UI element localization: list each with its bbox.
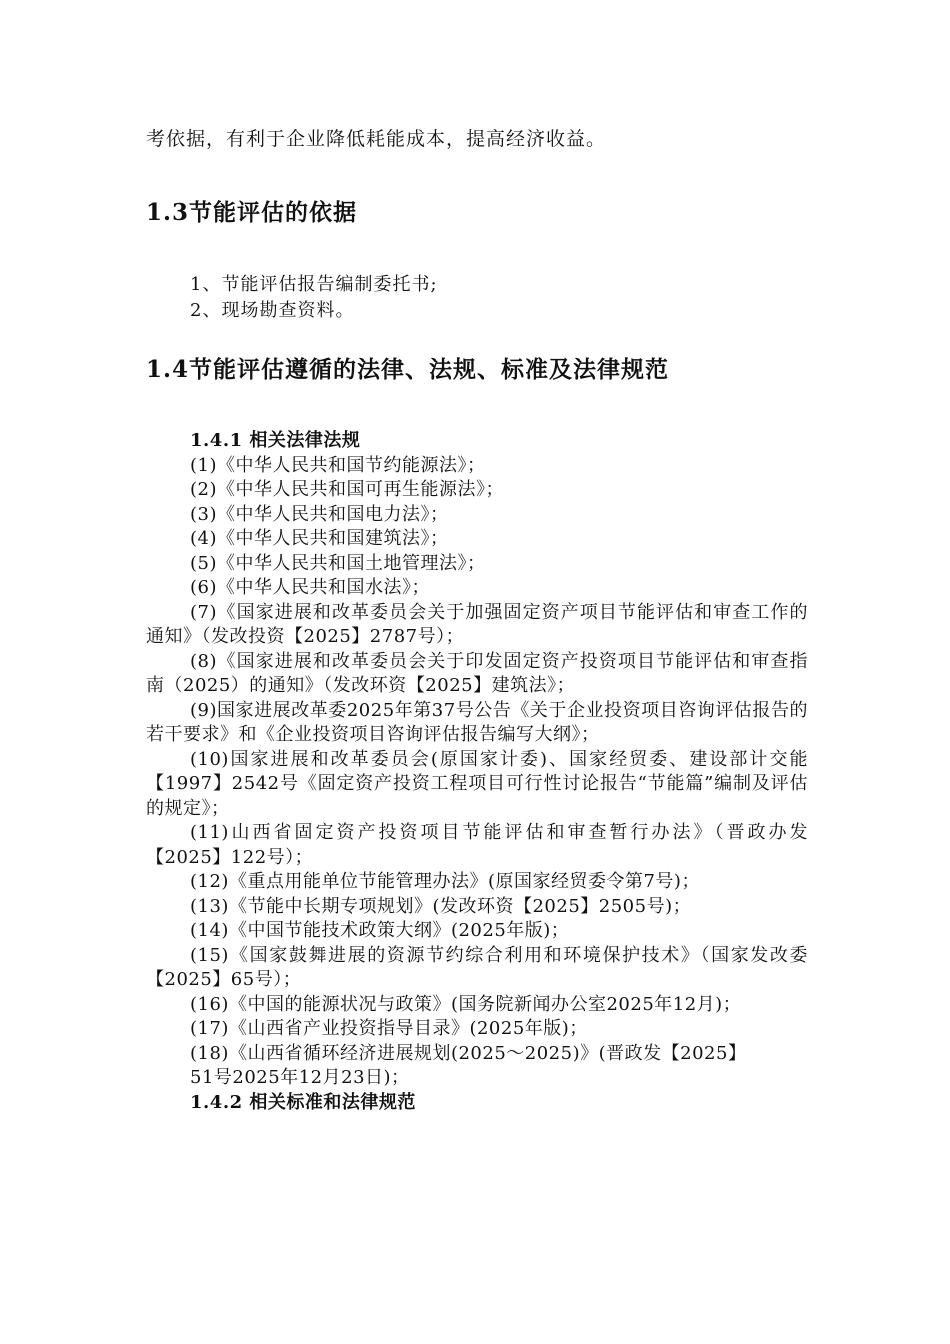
law-item: (9)国家进展改革委2025年第37号公告《关于企业投资项目咨询评估报告的若干要求》和《企业投资项目咨询评估报告编写大纲》； (146, 699, 808, 745)
law-item: (12)《重点用能单位节能管理办法》(原国家经贸委令第7号)； (190, 871, 700, 892)
section-1-4-heading: 1.4节能评估遵循的法律、法规、标准及法律规范 (146, 356, 670, 383)
law-item: (6)《中华人民共和国水法》； (190, 577, 430, 598)
subsection-1-4-1-heading: 1.4.1 相关法律法规 (190, 430, 361, 451)
basis-item: 1、节能评估报告编制委托书; (190, 274, 438, 295)
law-item: (17)《山西省产业投资指导目录》(2025年版)； (190, 1018, 588, 1039)
law-item: (5)《中华人民共和国土地管理法》； (190, 552, 486, 574)
law-item: (2)《中华人民共和国可再生能源法》； (190, 479, 504, 500)
basis-item: 2、现场勘查资料。 (190, 300, 355, 321)
subsection-1-4-2-heading: 1.4.2 相关标准和法律规范 (190, 1091, 416, 1113)
law-item: (15)《国家鼓舞进展的资源节约综合利用和环境保护技术》（国家发改委【2025】65号）； (146, 944, 808, 990)
intro-line: 考依据，有利于企业降低耗能成本，提高经济收益。 (146, 128, 607, 150)
law-item: (18)《山西省循环经济进展规划(2025～2025)》(晋政发【2025】 (190, 1042, 747, 1064)
law-item: (11)山西省固定资产投资项目节能评估和审查暂行办法》（晋政办发【2025】122号）； (146, 822, 808, 868)
law-item: (14)《中国节能技术政策大纲》(2025年版)； (190, 920, 570, 941)
section-1-3-heading: 1.3节能评估的依据 (146, 199, 358, 226)
law-item: (8)《国家进展和改革委员会关于印发固定资产投资项目节能评估和审查指南（2025）的通知》（发改环资【2025】建筑法》； (146, 650, 808, 696)
law-item: (10)国家进展和改革委员会(原国家计委)、国家经贸委、建设部计交能【1997】2542号《固定资产投资工程项目可行性讨论报告“节能篇”编制及评估的规定》； (146, 748, 808, 819)
law-item: (3)《中华人民共和国电力法》； (190, 503, 449, 525)
regulations-body (146, 429, 808, 1115)
law-item: (4)《中华人民共和国建筑法》； (190, 528, 449, 549)
law-item: (13)《节能中长期专项规划》(发改环资【2025】2505号)； (190, 895, 692, 917)
law-item: (16)《中国的能源状况与政策》(国务院新闻办公室2025年12月)； (190, 993, 742, 1015)
law-item: (1)《中华人民共和国节约能源法》； (190, 454, 486, 476)
basis-list (190, 272, 438, 324)
law-item: (7)《国家进展和改革委员会关于加强固定资产项目节能评估和审查工作的通知》（发改投资【2025】2787号）； (146, 601, 808, 647)
law-item-continuation: 51号2025年12月23日)； (190, 1067, 410, 1088)
